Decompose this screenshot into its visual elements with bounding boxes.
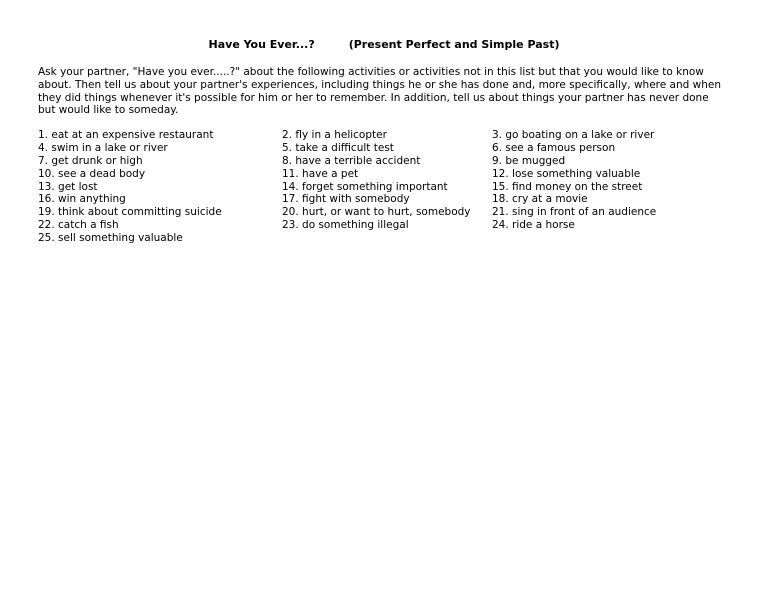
activity-item: 18. cry at a movie: [492, 193, 588, 206]
activity-item: 4. swim in a lake or river: [38, 141, 168, 154]
activity-item: 9. be mugged: [492, 154, 566, 167]
activity-item: 21. sing in front of an audience: [492, 206, 657, 219]
activity-item: 17. fight with somebody: [282, 193, 410, 206]
activity-row: [38, 232, 738, 245]
activity-item: 6. see a famous person: [492, 141, 616, 154]
activity-item: 22. catch a fish: [38, 219, 119, 232]
activity-item: 25. sell something valuable: [38, 232, 183, 245]
activity-item: 14. forget something important: [282, 180, 448, 193]
activity-row: [38, 181, 738, 194]
activity-item: 10. see a dead body: [38, 167, 146, 180]
title-main: Have You Ever...?: [208, 38, 315, 51]
activity-item: 2. fly in a helicopter: [282, 129, 387, 141]
activity-item: 13. get lost: [38, 180, 98, 193]
activity-row: [38, 219, 738, 232]
activity-item: 3. go boating on a lake or river: [492, 129, 655, 141]
activity-item: 23. do something illegal: [282, 219, 409, 232]
activity-item: 24. ride a horse: [492, 219, 575, 232]
activity-item: 12. lose something valuable: [492, 167, 641, 180]
activity-list: [38, 129, 738, 245]
activity-row: [38, 206, 738, 219]
activity-item: 19. think about committing suicide: [38, 206, 222, 219]
activity-row: [38, 155, 738, 168]
activity-item: 8. have a terrible accident: [282, 154, 421, 167]
activity-row: [38, 193, 738, 206]
activity-item: 5. take a difficult test: [282, 141, 394, 154]
activity-row: [38, 142, 738, 155]
activity-item: 11. have a pet: [282, 167, 359, 180]
page-title: [0, 38, 768, 51]
activity-item: 20. hurt, or want to hurt, somebody: [282, 206, 471, 219]
activity-row: [38, 168, 738, 181]
title-subtitle: (Present Perfect and Simple Past): [348, 38, 560, 51]
activity-row: [38, 129, 738, 142]
activity-item: 1. eat at an expensive restaurant: [38, 129, 214, 141]
intro-paragraph: Ask your partner, "Have you ever.....?" about the following activities or activities not in this list but that you would like to know about. Then tell us about your partner's experiences, including things he or she has done and, more specifically, where and when they did things whenever it's possible for him or her to remember. In addition, tell us about things your partner has never done but would like to someday.: [38, 66, 721, 117]
activity-item: 7. get drunk or high: [38, 154, 143, 167]
activity-item: 15. find money on the street: [492, 180, 643, 193]
activity-item: 16. win anything: [38, 193, 126, 206]
